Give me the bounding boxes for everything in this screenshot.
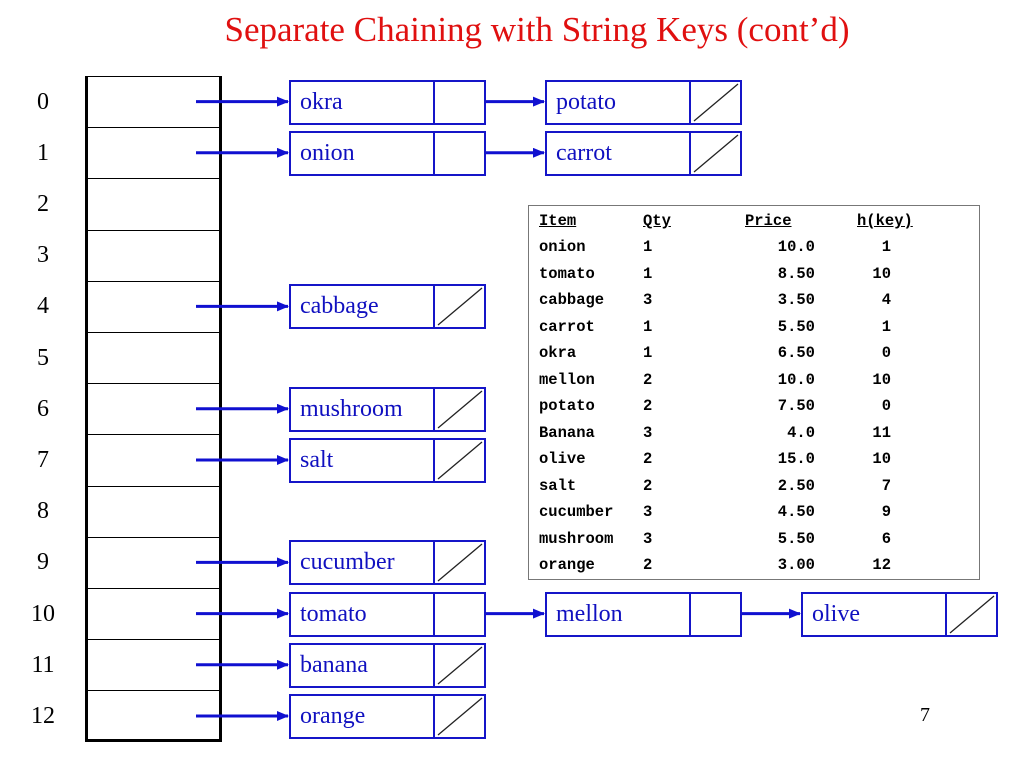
index-label-1: 1 [37, 139, 49, 166]
table-row-cell: olive [539, 450, 586, 468]
node-key-label: mushroom [300, 395, 403, 422]
table-row [539, 526, 969, 552]
table-row-cell: 9 [881, 503, 891, 521]
table-row-cell: onion [539, 238, 586, 256]
node-key-field [291, 389, 435, 430]
next-pointer-field [435, 133, 484, 174]
table-row [539, 420, 969, 446]
table-header-cell: Price [745, 212, 792, 230]
table-row-cell: 8.50 [777, 264, 815, 283]
table-row [539, 446, 969, 472]
table-row-cell: 0 [881, 344, 891, 362]
node-key-label: carrot [556, 139, 612, 166]
table-row-cell: 2 [643, 476, 653, 495]
table-row-cell: 4 [881, 291, 891, 309]
table-row-cell: 1 [643, 238, 653, 256]
table-row-cell: 1 [643, 264, 653, 283]
node-key-label: onion [300, 139, 355, 166]
node-key-label: potato [556, 88, 616, 115]
table-row-cell: 3 [643, 291, 653, 309]
null-pointer-field [435, 440, 484, 481]
table-row-cell: 6.50 [777, 344, 815, 362]
chain-node-salt [289, 438, 486, 483]
next-pointer-field [435, 594, 484, 635]
node-key-field [547, 594, 691, 635]
table-row-cell: cucumber [539, 503, 614, 521]
null-pointer-field [435, 389, 484, 430]
null-pointer-field [435, 286, 484, 327]
null-slash-icon [435, 696, 484, 737]
chain-node-banana [289, 643, 486, 688]
node-key-field [291, 133, 435, 174]
table-row-cell: 7 [881, 476, 891, 495]
table-row [539, 393, 969, 419]
node-key-label: banana [300, 651, 368, 678]
index-label-12: 12 [31, 703, 55, 729]
null-pointer-field [947, 594, 996, 635]
chain-node-orange [289, 694, 486, 739]
chain-node-mushroom [289, 387, 486, 432]
null-pointer-field [435, 696, 484, 737]
table-row-cell: 10.0 [777, 370, 815, 389]
table-row-cell: okra [539, 344, 577, 362]
table-row-cell: salt [539, 476, 577, 495]
node-key-label: mellon [556, 600, 623, 627]
chain-node-okra [289, 80, 486, 125]
table-row-cell: 1 [643, 344, 653, 362]
null-slash-icon [435, 645, 484, 686]
null-slash-icon [947, 594, 996, 635]
chain-node-olive [801, 592, 998, 637]
next-pointer-field [435, 82, 484, 123]
table-row-cell: 2 [643, 556, 653, 574]
chain-node-cabbage [289, 284, 486, 329]
node-key-field [547, 82, 691, 123]
index-label-10: 10 [31, 600, 55, 627]
table-row-cell: 12 [872, 556, 891, 574]
index-label-11: 11 [31, 651, 55, 678]
null-slash-icon [435, 542, 484, 583]
table-row [539, 340, 969, 366]
table-row-cell: 4.50 [777, 503, 815, 521]
null-pointer-field [691, 82, 740, 123]
node-key-field [291, 696, 435, 737]
table-row-cell: mellon [539, 370, 595, 389]
table-row-cell: 2 [643, 397, 653, 415]
items-data-table [528, 205, 980, 580]
table-row-cell: 3 [643, 503, 653, 521]
index-label-2: 2 [37, 191, 49, 217]
node-key-label: salt [300, 447, 334, 473]
table-header [539, 208, 969, 234]
table-row [539, 473, 969, 499]
table-row-cell: cabbage [539, 291, 605, 309]
table-row-cell: Banana [539, 423, 595, 442]
node-key-field [547, 133, 691, 174]
table-row [539, 499, 969, 525]
node-key-field [291, 440, 435, 481]
node-key-label: olive [812, 600, 860, 627]
chain-node-cucumber [289, 540, 486, 585]
table-row [539, 261, 969, 287]
next-pointer-field [691, 594, 740, 635]
table-row-cell: 6 [881, 529, 891, 548]
node-key-label: orange [300, 703, 366, 729]
table-row-cell: 15.0 [777, 450, 815, 468]
null-slash-icon [435, 440, 484, 481]
table-row-cell: 1 [881, 317, 891, 336]
table-row-cell: orange [539, 556, 595, 574]
table-row [539, 234, 969, 260]
table-row-cell: 5.50 [777, 529, 815, 548]
index-label-3: 3 [37, 242, 49, 269]
table-row-cell: mushroom [539, 529, 614, 548]
node-key-label: tomato [300, 600, 367, 627]
chain-node-carrot [545, 131, 742, 176]
table-row-cell: 2 [643, 450, 653, 468]
page-title: Separate Chaining with String Keys (cont’d) [224, 10, 850, 49]
table-row-cell: 2.50 [777, 476, 815, 495]
node-key-field [291, 82, 435, 123]
table-row-cell: carrot [539, 317, 595, 336]
node-key-field [803, 594, 947, 635]
null-pointer-field [435, 542, 484, 583]
index-label-8: 8 [37, 498, 49, 525]
index-label-6: 6 [37, 395, 49, 422]
table-row-cell: tomato [539, 264, 595, 283]
table-row-cell: 3.00 [777, 556, 815, 574]
node-key-field [291, 286, 435, 327]
null-pointer-field [435, 645, 484, 686]
null-slash-icon [691, 82, 740, 123]
table-row-cell: 10 [872, 450, 891, 468]
node-key-field [291, 594, 435, 635]
index-label-7: 7 [37, 447, 49, 473]
chain-node-mellon [545, 592, 742, 637]
table-row [539, 287, 969, 313]
index-label-5: 5 [37, 344, 49, 371]
table-row [539, 314, 969, 340]
chain-node-tomato [289, 592, 486, 637]
table-row-cell: 1 [643, 317, 653, 336]
table-row [539, 367, 969, 393]
table-row-cell: 0 [881, 397, 891, 415]
table-row-cell: 10 [872, 264, 891, 283]
node-key-field [291, 645, 435, 686]
table-header-cell: h(key) [857, 212, 913, 230]
table-row-cell: 11 [872, 423, 891, 442]
null-slash-icon [435, 286, 484, 327]
table-row-cell: 1 [881, 238, 891, 256]
page-number: 7 [920, 704, 930, 726]
table-header-cell: Qty [643, 212, 671, 230]
table-row [539, 552, 969, 578]
table-row-cell: 3 [643, 529, 653, 548]
table-row-cell: 10 [872, 370, 891, 389]
table-row-cell: 5.50 [777, 317, 815, 336]
table-row-cell: 10.0 [777, 238, 815, 256]
table-row-cell: 3 [643, 423, 653, 442]
null-slash-icon [691, 133, 740, 174]
table-row-cell: potato [539, 397, 595, 415]
node-key-field [291, 542, 435, 583]
table-header-cell: Item [539, 212, 577, 230]
null-pointer-field [691, 133, 740, 174]
index-label-9: 9 [37, 549, 49, 576]
index-label-4: 4 [37, 293, 49, 320]
node-key-label: okra [300, 88, 343, 115]
table-row-cell: 4.0 [787, 423, 815, 442]
chain-node-onion [289, 131, 486, 176]
index-label-0: 0 [37, 88, 49, 115]
table-row-cell: 7.50 [777, 397, 815, 415]
chain-node-potato [545, 80, 742, 125]
table-row-cell: 3.50 [777, 291, 815, 309]
node-key-label: cucumber [300, 549, 395, 576]
table-row-cell: 2 [643, 370, 653, 389]
node-key-label: cabbage [300, 293, 379, 320]
null-slash-icon [435, 389, 484, 430]
